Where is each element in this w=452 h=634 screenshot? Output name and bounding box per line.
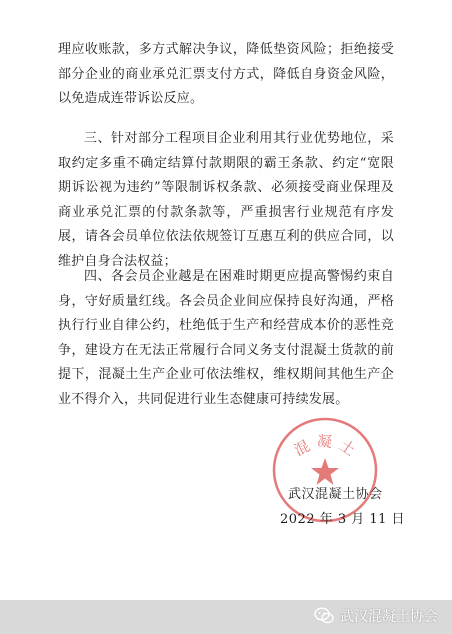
paragraph-2: 三、针对部分工程项目企业利用其行业优势地位，采取约定多重不确定结算付款期限的霸王条款、约定“宽限期诉讼视为违约”等限制诉权条款、必须接受商业保理及商业承兑汇票的付款条款等，严重损害行业规范有序发展，请各会员单位依法依规签订互惠互利的供应合同，以维护自身合法权益；	[58, 131, 394, 269]
paragraph-1: 理应收账款，多方式解决争议，降低垫资风险；拒绝接受部分企业的商业承兑汇票支付方式，降低自身资金风险，以免造成连带诉讼反应。	[58, 42, 394, 107]
seal-text: 混凝土	[291, 432, 364, 463]
signature-date: 2022 年 3 月 11 日	[280, 512, 406, 527]
signature-organization: 武汉混凝土协会	[288, 487, 383, 502]
paragraph-3: 四、各会员企业越是在困难时期更应提高警惕约束自身，守好质量红线。各会员企业间应保持良好沟通，严格执行行业自律公约，杜绝低于生产和经营成本价的恶性竞争，建设方在无法正常履行合同义务支付混凝土货款的前提下，混凝土生产企业可依法维权，维权期间其他生产企业不得介入，共同促进行业生态健康可持续发展。	[58, 269, 394, 407]
watermark-text: 武汉混凝土协会	[340, 609, 438, 625]
svg-text:混凝土	[291, 432, 363, 462]
wechat-icon	[314, 607, 334, 625]
wechat-watermark	[314, 604, 438, 628]
